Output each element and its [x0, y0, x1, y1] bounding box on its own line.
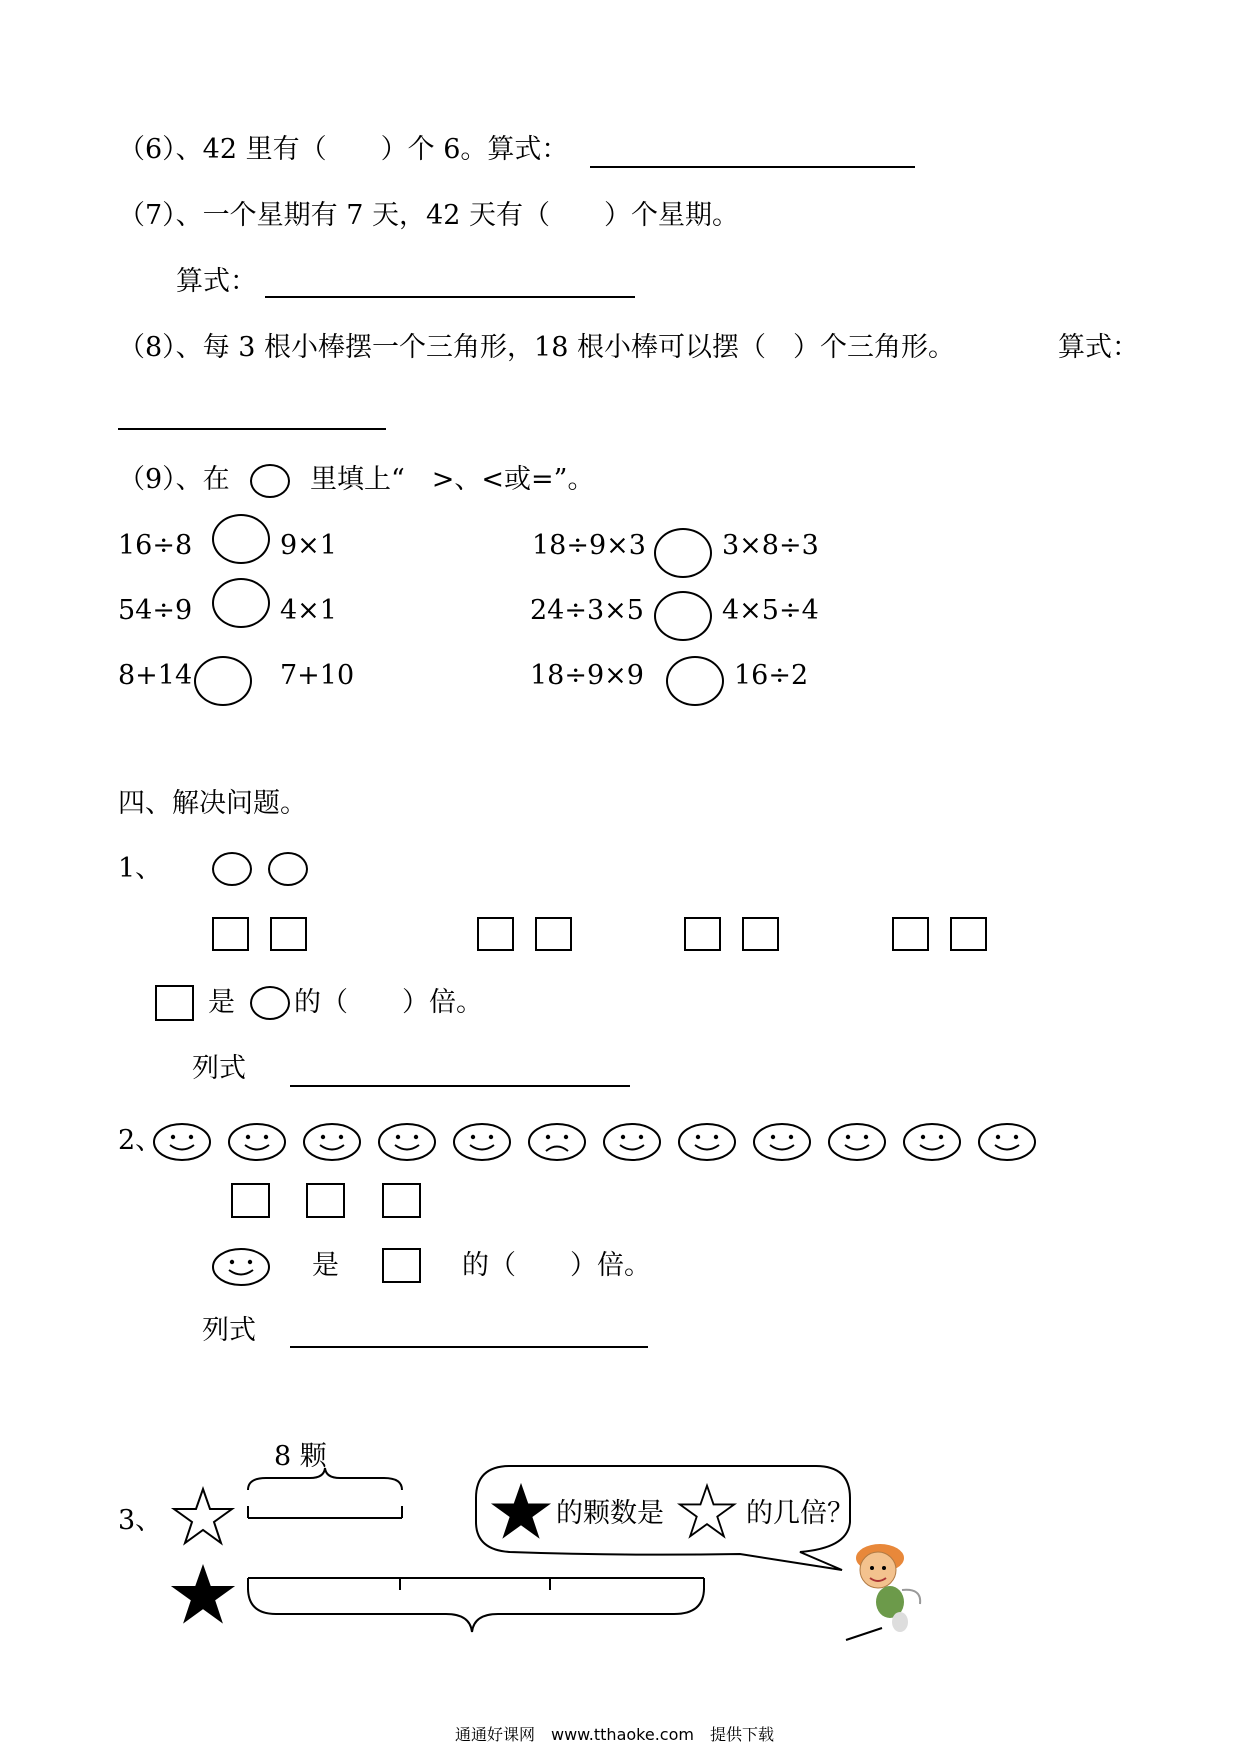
question-8-formula-label: 算式：	[1058, 332, 1139, 363]
circle-icon	[268, 852, 308, 886]
compare-row-1-left-a: 16÷8	[118, 530, 193, 561]
smiley-face-icon	[212, 1247, 270, 1287]
question-9-suffix: 里填上“ >、<或=”。	[310, 464, 595, 495]
compare-row-1-left-b: 9×1	[280, 530, 337, 561]
question-6-text: （6）、42 里有（ ）个 6。算式：	[118, 134, 569, 165]
square-icon	[684, 917, 721, 951]
answer-line-q8[interactable]	[118, 428, 386, 430]
hollow-star-icon	[172, 1487, 234, 1545]
compare-row-3-right-a: 18÷9×9	[530, 660, 644, 691]
square-icon	[382, 1183, 421, 1218]
footer-text: 通通好课网 www.tthaoke.com 提供下载	[455, 1725, 774, 1744]
answer-line-p1[interactable]	[290, 1085, 630, 1087]
sad-face-icon	[528, 1122, 586, 1162]
smiley-face-icon	[978, 1122, 1036, 1162]
compare-circle-3-left[interactable]	[194, 656, 252, 706]
question-9-prefix: （9）、在	[118, 464, 230, 495]
problem-1-de: 的（ ）倍。	[294, 987, 483, 1018]
question-7-text: （7）、一个星期有 7 天，42 天有（ ）个星期。	[118, 200, 739, 231]
problem-1-formula-label: 列式	[192, 1053, 246, 1084]
compare-circle-2-left[interactable]	[212, 578, 270, 628]
solid-star-icon	[492, 1483, 550, 1539]
question-8-text: （8）、每 3 根小棒摆一个三角形，18 根小棒可以摆（ ）个三角形。	[118, 332, 955, 363]
answer-line-q7[interactable]	[265, 296, 635, 298]
square-icon	[306, 1183, 345, 1218]
compare-row-3-left-a: 8+14	[118, 660, 193, 691]
circle-icon	[250, 986, 290, 1020]
smiley-face-icon	[378, 1122, 436, 1162]
problem-2-shi: 是	[312, 1250, 339, 1281]
square-icon	[742, 917, 779, 951]
compare-row-3-right-b: 16÷2	[734, 660, 809, 691]
bubble-text-a: 的颗数是	[556, 1498, 664, 1529]
compare-row-1-right-b: 3×8÷3	[722, 530, 819, 561]
square-icon	[950, 917, 987, 951]
smiley-face-icon	[153, 1122, 211, 1162]
square-icon	[535, 917, 572, 951]
section-4-title: 四、解决问题。	[118, 788, 307, 819]
smiley-face-icon	[678, 1122, 736, 1162]
smiley-face-icon	[903, 1122, 961, 1162]
problem-3-number: 3、	[118, 1505, 163, 1536]
smiley-face-icon	[753, 1122, 811, 1162]
cartoon-character-icon	[840, 1530, 930, 1650]
top-brace-bracket	[246, 1466, 404, 1524]
hollow-star-icon	[678, 1483, 736, 1539]
compare-row-2-left-b: 4×1	[280, 595, 337, 626]
compare-circle-1-left[interactable]	[212, 514, 270, 564]
answer-line-q6[interactable]	[590, 166, 915, 168]
compare-row-2-right-b: 4×5÷4	[722, 595, 819, 626]
compare-row-3-left-b: 7+10	[280, 660, 355, 691]
square-icon	[270, 917, 307, 951]
square-icon	[231, 1183, 270, 1218]
problem-2-number: 2、	[118, 1125, 163, 1156]
solid-star-icon	[172, 1565, 234, 1623]
compare-circle-1-right[interactable]	[654, 528, 712, 578]
bubble-text-b: 的几倍？	[746, 1498, 854, 1529]
problem-2-formula-label: 列式	[202, 1315, 256, 1346]
compare-circle-icon	[250, 464, 290, 498]
square-icon	[382, 1248, 421, 1283]
square-icon	[155, 985, 194, 1021]
smiley-face-icon	[228, 1122, 286, 1162]
answer-line-p2[interactable]	[290, 1346, 648, 1348]
circle-icon	[212, 852, 252, 886]
question-7-formula-label: 算式：	[176, 266, 257, 297]
compare-circle-3-right[interactable]	[666, 656, 724, 706]
problem-2-de: 的（ ）倍。	[462, 1250, 651, 1281]
square-icon	[892, 917, 929, 951]
compare-row-2-right-a: 24÷3×5	[530, 595, 644, 626]
square-icon	[477, 917, 514, 951]
smiley-face-icon	[303, 1122, 361, 1162]
brace-label: 8 颗	[274, 1441, 327, 1472]
smiley-face-icon	[603, 1122, 661, 1162]
smiley-face-icon	[828, 1122, 886, 1162]
smiley-face-icon	[453, 1122, 511, 1162]
compare-row-2-left-a: 54÷9	[118, 595, 193, 626]
bottom-brace-bracket	[246, 1576, 706, 1634]
compare-row-1-right-a: 18÷9×3	[532, 530, 646, 561]
problem-1-shi: 是	[208, 987, 235, 1018]
problem-1-number: 1、	[118, 853, 163, 884]
compare-circle-2-right[interactable]	[654, 591, 712, 641]
square-icon	[212, 917, 249, 951]
